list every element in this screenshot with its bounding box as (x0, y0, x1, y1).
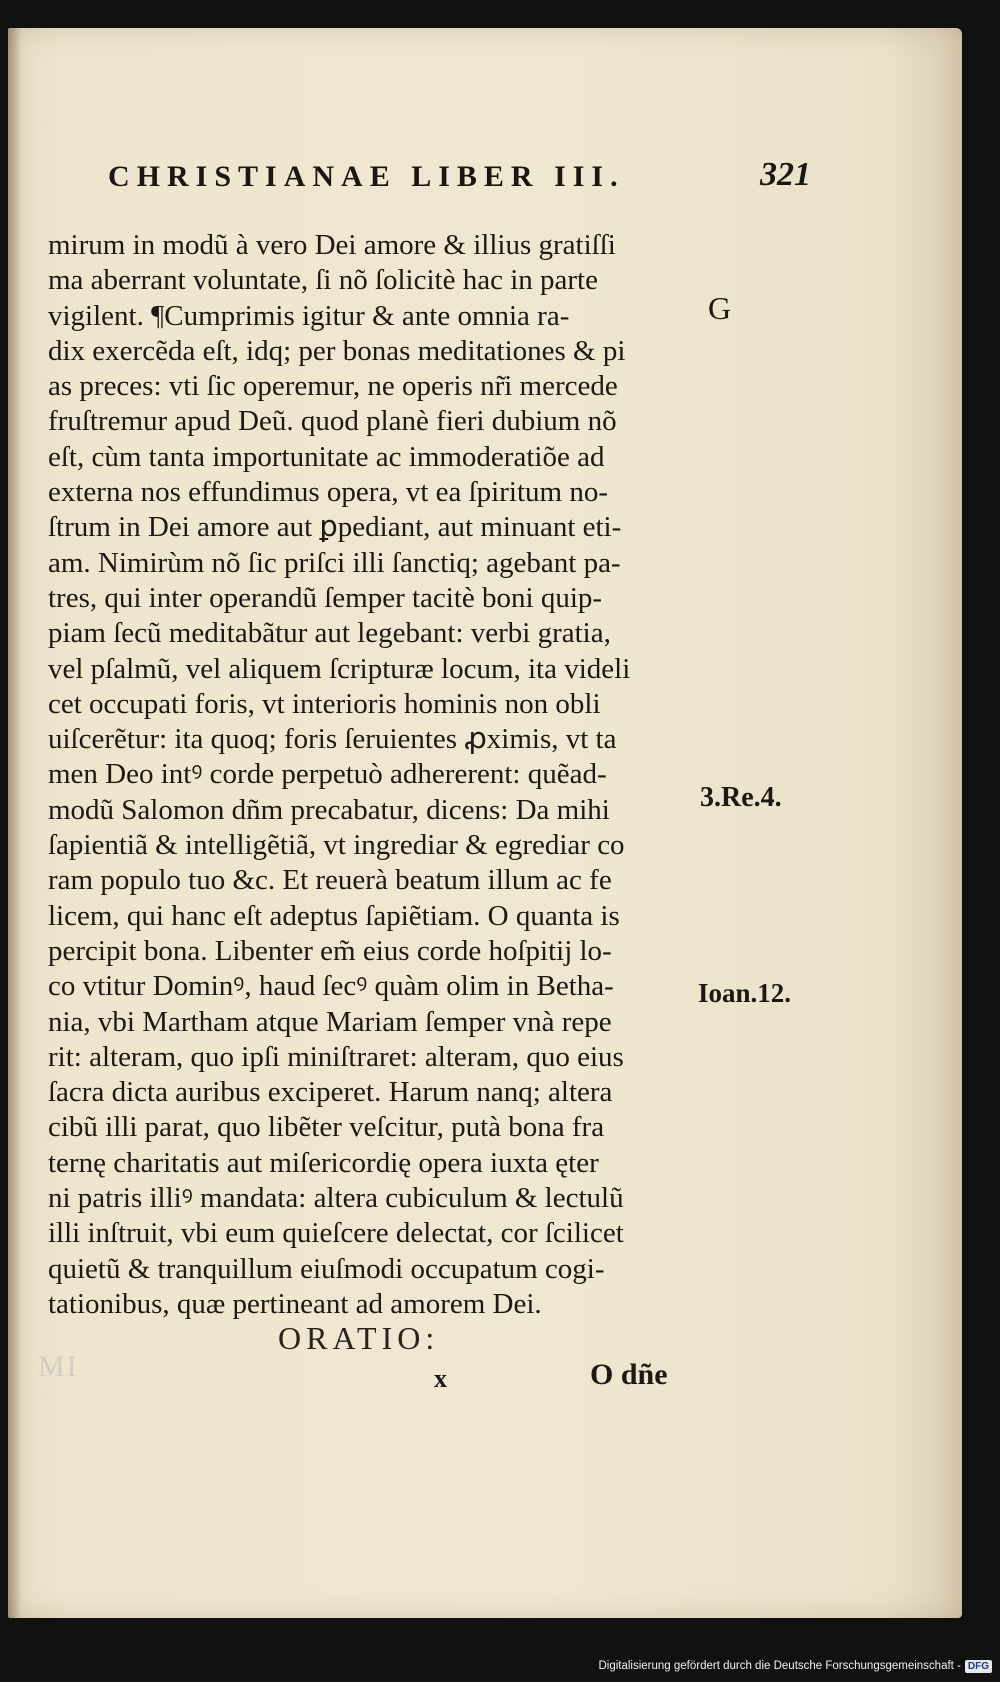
text-line: co vtitur Dominꝰ, haud ſecꝰ quàm olim in Betha- (48, 970, 614, 1003)
text-line: vigilent. ¶Cumprimis igitur & ante omnia ra- (48, 299, 570, 332)
marginal-note-3re4: 3.Re.4. (700, 782, 782, 813)
text-line: dix exercẽda eſt, idq; per bonas meditationes & pi (48, 334, 626, 367)
text-line: eſt, cùm tanta importunitate ac immoderatiõe ad (48, 440, 605, 473)
text-line: modũ Salomon dñm precabatur, dicens: Da mihi (48, 793, 610, 826)
page-header (108, 156, 848, 200)
text-line: quietũ & tranquillum eiuſmodi occupatum cogi- (48, 1252, 605, 1285)
text-line: ram populo tuo &c. Et reuerà beatum illum ac fe (48, 864, 612, 897)
text-line: licem, qui hanc eſt adeptus ſapiẽtiam. O quanta is (48, 899, 620, 932)
text-line: fruſtremur apud Deũ. quod planè fieri dubium nõ (48, 405, 617, 438)
text-line: tres, qui inter operandũ ſemper tacitè boni quip- (48, 581, 603, 614)
text-line: ternę charitatis aut miſericordię opera iuxta ęter (48, 1146, 599, 1179)
text-line: percipit bona. Libenter em̃ eius corde hoſpitij lo- (48, 934, 612, 967)
dfg-logo-icon: DFG (965, 1660, 992, 1673)
text-line: ſapientiã & intelligẽtiã, vt ingrediar & egrediar co (48, 829, 625, 862)
text-line: cibũ illi parat, quo libẽter veſcitur, putà bona fra (48, 1111, 605, 1144)
text-line: mirum in modũ à vero Dei amore & illius gratiſſi (48, 229, 616, 261)
text-line: ſtrum in Dei amore aut ꝑpediant, aut minuant eti- (48, 511, 622, 544)
text-line: ſacra dicta auribus exciperet. Harum nanq; altera (48, 1076, 613, 1109)
digitization-credit (598, 1656, 992, 1676)
text-line: ni patris illiꝰ mandata: altera cubiculum & lectulũ (48, 1182, 624, 1215)
text-line: illi inſtruit, vbi eum quieſcere delectat, cor ſcilicet (48, 1217, 624, 1250)
text-line: uiſcerẽtur: ita quoq; foris ſeruientes ꝓximis, vt ta (48, 723, 617, 756)
catchword: O dñe (590, 1358, 668, 1391)
book-page (8, 28, 962, 1618)
text-line: piam ſecũ meditabãtur aut legebant: verbi gratia, (48, 617, 611, 650)
text-line: ma aberrant voluntate, ſi nõ ſolicitè hac in parte (48, 264, 598, 297)
marginal-note-ioan12: Ioan.12. (698, 978, 792, 1008)
credit-text: Digitalisierung gefördert durch die Deutsche Forschungsgemeinschaft - (598, 1660, 961, 1672)
text-line: nia, vbi Martham atque Mariam ſemper vnà repe (48, 1005, 612, 1038)
text-line: externa nos effundimus opera, vt ea ſpiritum no- (48, 476, 608, 509)
text-line: tationibus, quæ pertineant ad amorem Dei. (48, 1287, 542, 1320)
section-heading: ORATIO: (278, 1320, 440, 1356)
library-stamp: MI (38, 1350, 79, 1383)
text-line: as preces: vti ſic operemur, ne operis nr̃i mercede (48, 370, 618, 403)
text-line: men Deo intꝰ corde perpetuò adhererent: quẽad- (48, 758, 607, 791)
marginal-note-g: G (708, 290, 732, 326)
body-text (48, 228, 748, 1322)
folio-number: 321 (760, 156, 811, 193)
running-title: CHRISTIANAE LIBER III. (108, 160, 625, 193)
text-line: am. Nimirùm nõ ſic priſci illi ſanctiq; agebant pa- (48, 546, 621, 579)
signature-mark: x (434, 1364, 447, 1393)
text-line: cet occupati foris, vt interioris hominis non obli (48, 687, 601, 720)
text-line: rit: alteram, quo ipſi miniſtraret: alteram, quo eius (48, 1040, 624, 1073)
text-line: vel pſalmũ, vel aliquem ſcripturæ locum, ita videli (48, 652, 631, 685)
